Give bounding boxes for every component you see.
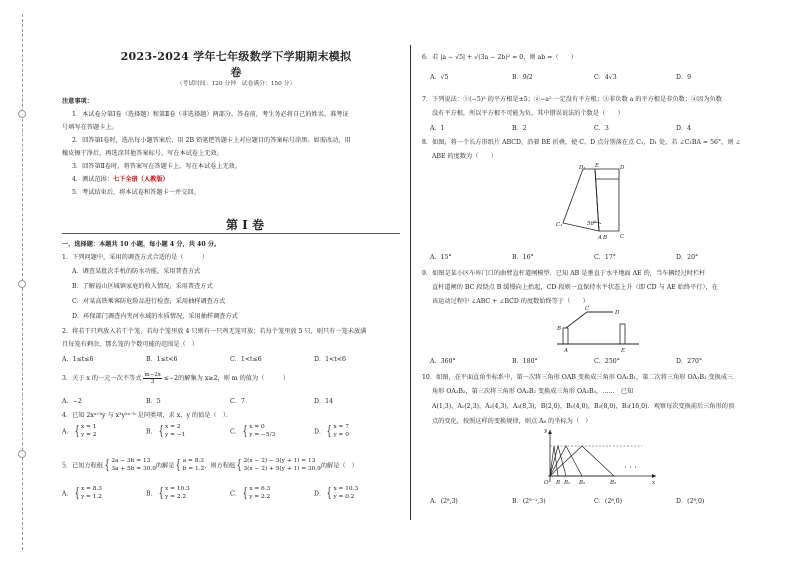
q9-label-a: A [564,348,568,354]
q8-stem-cont: ABE 的度数为（ ） [432,153,497,160]
q8-option-c: C．17° [594,254,616,261]
q4-option-a-label: A． [62,428,73,436]
q9-stem-cont: 直杆道闸的 BC 段绕点 B 缓慢向上抬起，CD 段则一直保持水平状态上升（即 CD 与 AE 始终平行），在 [432,284,718,291]
q3-option-a: A．−2 [62,398,82,405]
q1-stem: 1．下列问题中，采用的调查方式合适的是（ ） [62,254,209,261]
q5-option-c: C． { x = 6.3 y = 2.2 [230,486,271,502]
q3-stem-b: ≤−2的解集为 x≥2，则 m 的值为（ ） [163,375,290,383]
section-heading: 一、选择题：本题共 10 小题，每小题 4 分，共 40 分。 [62,241,221,248]
q10-stem-cont3: 点的变化，按照这样的变换规律，则点 A₈ 的坐标为（ ） [432,418,592,425]
q1-option-a: A．调查某批次手机的防水功能，采用普查方式 [72,268,201,275]
notice-line: 3．回答第Ⅱ卷时，将答案写在答题卡上。写在本试卷上无效。 [72,163,242,170]
q2-stem-cont: 且每笼有剩余，那么笼的个数可能的范围是（ ） [62,341,199,348]
q5-option-b-label: B． [146,490,157,498]
notice-line: 2．回答第Ⅰ卷时，选出每小题答案后，用 2B 铅笔把答题卡上对应题目的答案标号涂黑。如需改动，用 [72,137,351,144]
notice-scope-label: 4．测试范围： [72,176,114,183]
q9-option-d: D．270° [676,358,703,365]
q7-option-a: A．1 [430,125,445,132]
q9-stem-cont2: 该运动过程中 ∠ABC + ∠BCD 的度数始终等于（ ） [432,298,589,305]
notice-line: 1．本试卷分第Ⅰ卷（选择题）和第Ⅱ卷（非选择题）两部分。答卷前，考生务必将自己的姓名、准考证 [72,111,349,118]
q4-option-d-l1: x = 7 [333,424,349,430]
q4-option-a: A． { x = 1 y = 2 [62,424,97,440]
q9-post-e [620,324,625,344]
q5-stem-b: 的解是 [155,462,175,470]
q9-gate-arm-figure [555,306,645,356]
q10-triangle-sequence-figure [542,424,662,486]
q4-option-d-l2: y = 0 [333,431,349,438]
q8-option-d: D．20° [676,254,699,261]
binding-hole [18,110,26,118]
q10-label-b3: B₃ [610,480,617,486]
q4-option-b-l1: x = 2 [165,424,181,430]
q5-option-a-l1: x = 8.3 [80,486,102,492]
q10-ellipsis: · · · [624,463,637,472]
q10-y-arrow [548,430,552,434]
q7-option-b: B．2 [512,125,527,132]
q5-option-d-l2: y = 0.2 [333,493,355,500]
q4-option-b: B． { x = 2 y = −1 [146,424,186,440]
q4-option-b-l2: y = −1 [165,431,186,438]
q5-option-b-l1: x = 10.3 [165,486,190,492]
q4-option-a-l1: x = 1 [80,424,97,430]
q5-option-d-label: D． [314,490,326,498]
q5-sys2-l1: 2(x − 2) − 3(y + 1) = 13 [243,458,316,464]
q4-option-c-label: C． [230,428,241,436]
q1-option-d: D．环保部门调查内夹河水域的水质情况，采用抽样调查方式 [72,313,238,320]
q4-stem: 4．已知 2xᵃ⁺ᵇy 与 x³y²ᵃ⁻ᵇ 是同类项，求 x，y 的值是（ ）． [62,412,233,419]
q10-label-b1: B₁ [564,480,571,486]
q1-option-b: B．了解福山区城镇家庭的收入情况，采用普查方式 [72,283,213,290]
binding-hole [18,450,26,458]
q3-option-b: B．5 [146,398,161,405]
q3-stem [62,372,289,385]
q5-stem-a: 5．已知方程组 [62,462,104,470]
q4-option-c: C． { x = 0 y = −5/3 [230,424,276,440]
q6-option-d: D．9 [676,74,692,81]
binding-hole [18,280,26,288]
q5-option-a: A． { x = 8.3 y = 1.2 [62,486,102,502]
q9-option-a: A．360° [430,358,456,365]
q4-option-d-label: D． [314,428,326,436]
q10-option-c: C．(2⁸,0) [594,498,623,505]
q6-option-b: B．9/2 [512,74,533,81]
q4-option-b-label: B． [146,428,157,436]
q8-option-a: A．15° [430,254,452,261]
notice-heading: 注意事项： [62,98,93,105]
notice-line: 5．考试结束后，将本试卷和答题卡一并交回。 [72,189,200,196]
q1-option-c: C．对某高铁乘客防危险品进行检查，采用抽样调查方式 [72,298,226,305]
q5-stem-d: 的解是（ ） [320,462,358,470]
q2-stem: 2．将若干只鸡放入若干个笼，若每个笼里放 4 只则有一只鸡无笼可放；若每个笼里放 5 只，则只有一笼未放满 [62,328,367,335]
q10-x-arrow [652,474,656,478]
q5-option-d-l1: x = 10.3 [333,486,359,492]
q7-option-c: C．3 [594,125,609,132]
q5-sys1-l1: 2a − 3b = 13 [111,458,151,464]
q9-label-d: D [615,310,620,316]
q7-option-d: D．4 [676,125,692,132]
q10-label-b2: B₂ [579,480,586,486]
section-rule [62,233,400,234]
q5-sys2-l2: 3(x − 2) + 5(y + 1) = 30.9 [243,465,321,472]
q8-option-b: B．16° [512,254,534,261]
q8-label-d: D [620,165,625,171]
q8-folded-rectangle-figure [555,163,645,243]
q10-label-y: y [544,428,548,434]
q5-option-b: B． { x = 10.3 y = 2.2 [146,486,190,502]
q5-sol-l2: b = 1.2 [182,465,205,472]
q6-stem: 6．若 |a − √5| + √(3a − 2b)² = 0，则 ab =（ ） [422,54,578,61]
q7-stem: 7．下列说法：①(−5)² 的平方根是±5；②−a² 一定没有平方根；③非负数 a 的平方根是非负数；④因为负数 [422,96,722,103]
q8-label-e: E [595,163,600,169]
q10-label-b: B [556,480,561,486]
q8-stem: 8．如图，将一个长方形纸片 ABCD，沿着 BE 折叠，使 C、D 点分别落在点 C₁，D₁ 处，若 ∠C₁BA = 56°，则 ∠ [422,139,741,146]
q5-option-d: D． { x = 10.3 y = 0.2 [314,486,359,502]
q8-label-c1: C₁ [556,222,563,228]
q9-label-b: B [557,326,562,332]
q9-option-b: B．180° [512,358,538,365]
q3-option-d: D．14 [314,398,334,405]
volume-title: 第 I 卷 [226,218,264,232]
q8-angle-label: 56° [587,221,597,227]
q9-label-e: E [621,348,626,354]
exam-title: 2023-2024 学年七年级数学下学期期末模拟卷 [120,50,352,79]
q10-option-b: B．(2⁸⁻¹,3) [512,498,546,505]
q10-stem-cont2: A(1,3)，A₁(2,3)，A₂(4,3)，A₃(8,3)，B(2,0)，B₁(4,0)，B₂(8,0)，B₃(16,0)．观察每次变换前后三角形的顶 [432,403,735,410]
q10-option-d: D．(2⁸,0) [676,498,705,505]
q4-option-d: D． { x = 7 y = 0 [314,424,349,440]
q10-stem-cont: 角形 OA₂B₂，第三次将三角形 OA₂B₂ 变换成三角形 OA₃B₃，…… 已知 [432,388,634,395]
q10-option-a: A．(2⁸,3) [430,498,458,505]
q2-option-d: D．1<t<6 [314,356,346,363]
q2-option-b: B．1≤t<6 [146,356,178,363]
column-divider [410,45,411,520]
q10-label-x: x [652,480,656,486]
q7-stem-cont: 没有平方根，所以平方根不可能为负，其中错误说法的个数是（ ） [432,110,624,117]
q8-label-a: A [598,235,602,241]
q5-option-c-l1: x = 6.3 [249,486,271,492]
q2-option-c: C．1<t≤6 [230,356,262,363]
q5-sol-l1: a = 8.3 [182,458,204,464]
q3-stem-a: 3．关于 x 的一元一次不等式 [62,375,142,383]
q8-label-b: B [603,235,608,241]
q3-option-c: C．7 [230,398,245,405]
q10-stem: 10．如图，在平面直角坐标系中，第一次将三角形 OAB 变换成三角形 OA₁B₁，第二次将三角形 OA₁B₁ 变换成三 [422,374,734,381]
q4-option-a-l2: y = 2 [80,431,97,438]
notice-line [72,174,169,183]
exam-subtitle: （考试时间：120 分钟 试卷满分：150 分） [176,81,296,87]
q3-fraction [143,372,161,385]
q5-option-a-label: A． [62,490,73,498]
q6-option-c: C．4√3 [594,74,617,81]
q8-label-c: C [620,234,625,240]
q5-sys1-l2: 3a + 5b = 30.9 [111,465,156,472]
q5-option-c-label: C． [230,490,241,498]
q8-label-d1: D₁ [579,165,586,171]
notice-line: 橡皮擦干净后，再选涂其他答案标号。写在本试卷上无效。 [62,150,223,157]
q9-stem: 9．如图是某小区车库门口的曲臂直杆道闸模型．已知 AB 是垂直于水平地面 AE 的，当车辆经过时栏杆 [422,270,706,277]
q4-option-c-l2: y = −5/3 [249,431,276,438]
q3-frac-num: m−2x [144,372,161,378]
q10-label-o: O [544,480,549,486]
notice-scope-value: 七下全册（人教版） [113,176,169,183]
q5-option-b-l2: y = 2.2 [165,493,187,500]
q3-frac-den: 3 [150,379,155,386]
q2-option-a: A．1≤t≤6 [62,356,94,363]
q5-stem-c: ，则方程组 [204,462,236,470]
q10-triangle-oa3b3 [550,446,614,476]
notice-line: 号填写在答题卡上。 [62,124,118,131]
q5-stem: 5．已知方程组 { 2a − 3b = 13 3a + 5b = 30.9 的解是 { a = 8.3 b = 1.2 ，则方程组 { 2(x − 2) − 3(y + 1) = 13 3(x − 2) + 5(y + 1) = 30.9 的解是（ ） [62,458,358,474]
q9-arm-bc [566,312,587,328]
q4-option-c-l1: x = 0 [249,424,265,430]
q6-option-a: A．√5 [430,74,449,81]
q9-post-ab [563,328,568,344]
q5-option-a-l2: y = 1.2 [80,493,102,500]
q5-option-c-l2: y = 2.2 [249,493,271,500]
q9-option-c: C．250° [594,358,620,365]
q9-label-c: C [585,306,590,312]
